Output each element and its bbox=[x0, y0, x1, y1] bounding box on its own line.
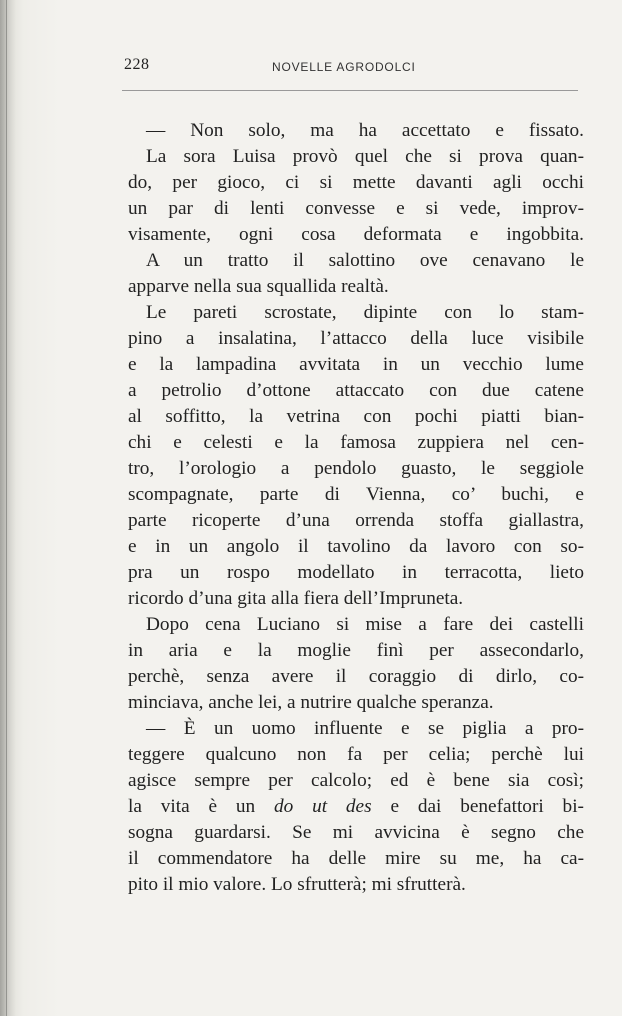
text-line: ricordo d’una gita alla fiera dell’Impruneta. bbox=[128, 588, 464, 609]
text-fragment: la vita è un bbox=[128, 796, 256, 817]
text-line: Le pareti scrostate, dipinte con lo stam- bbox=[146, 302, 584, 323]
text-line: pino a insalatina, l’attacco della luce visibile bbox=[128, 328, 584, 349]
text-line: chi e celesti e la famosa zuppiera nel cen- bbox=[128, 432, 584, 453]
text-line: il commendatore ha delle mire su me, ha ca- bbox=[128, 848, 584, 869]
text-line: perchè, senza avere il coraggio di dirlo, co- bbox=[128, 666, 584, 687]
text-line: sogna guardarsi. Se mi avvicina è segno che bbox=[128, 822, 584, 843]
text-line: — Non solo, ma ha accettato e fissato. bbox=[146, 120, 584, 141]
text-line: tro, l’orologio a pendolo guasto, le seggiole bbox=[128, 458, 584, 479]
text-line: teggere qualcuno non fa per celia; perchè lui bbox=[128, 744, 584, 765]
gutter-shadow bbox=[0, 0, 16, 1016]
text-line: minciava, anche lei, a nutrire qualche speranza. bbox=[128, 692, 494, 713]
text-line: al soffitto, la vetrina con pochi piatti bian- bbox=[128, 406, 584, 427]
text-line: — È un uomo influente e se piglia a pro- bbox=[146, 718, 584, 739]
italic-text-fragment: do ut des bbox=[273, 796, 372, 817]
text-line: agisce sempre per calcolo; ed è bene sia così; bbox=[128, 770, 584, 791]
text-line: e in un angolo il tavolino da lavoro con so- bbox=[128, 536, 584, 557]
header-rule bbox=[122, 90, 578, 91]
text-line: visamente, ogni cosa deformata e ingobbita. bbox=[128, 224, 584, 245]
text-line: La sora Luisa provò quel che si prova quan- bbox=[146, 146, 584, 167]
text-line-mixed bbox=[128, 794, 584, 820]
text-line: a petrolio d’ottone attaccato con due catene bbox=[128, 380, 584, 401]
body-text bbox=[128, 118, 584, 898]
text-line: in aria e la moglie finì per assecondarlo, bbox=[128, 640, 584, 661]
page-header bbox=[124, 56, 580, 82]
text-line: A un tratto il salottino ove cenavano le bbox=[146, 250, 584, 271]
text-line: parte ricoperte d’una orrenda stoffa giallastra, bbox=[128, 510, 584, 531]
page-number: 228 bbox=[124, 56, 150, 73]
text-line: e la lampadina avvitata in un vecchio lume bbox=[128, 354, 584, 375]
text-line: do, per gioco, ci si mette davanti agli occhi bbox=[128, 172, 584, 193]
text-line: pito il mio valore. Lo sfrutterà; mi sfrutterà. bbox=[128, 874, 466, 895]
text-line: un par di lenti convesse e si vede, improv- bbox=[128, 198, 584, 219]
running-title: NOVELLE AGRODOLCI bbox=[272, 60, 416, 74]
text-fragment: e dai benefattori bi- bbox=[390, 796, 584, 817]
text-line: scompagnate, parte di Vienna, co’ buchi, e bbox=[128, 484, 584, 505]
text-line: apparve nella sua squallida realtà. bbox=[128, 276, 389, 297]
text-line: pra un rospo modellato in terracotta, lieto bbox=[128, 562, 584, 583]
scan-edge-line bbox=[6, 0, 7, 1016]
text-line: Dopo cena Luciano si mise a fare dei castelli bbox=[146, 614, 584, 635]
